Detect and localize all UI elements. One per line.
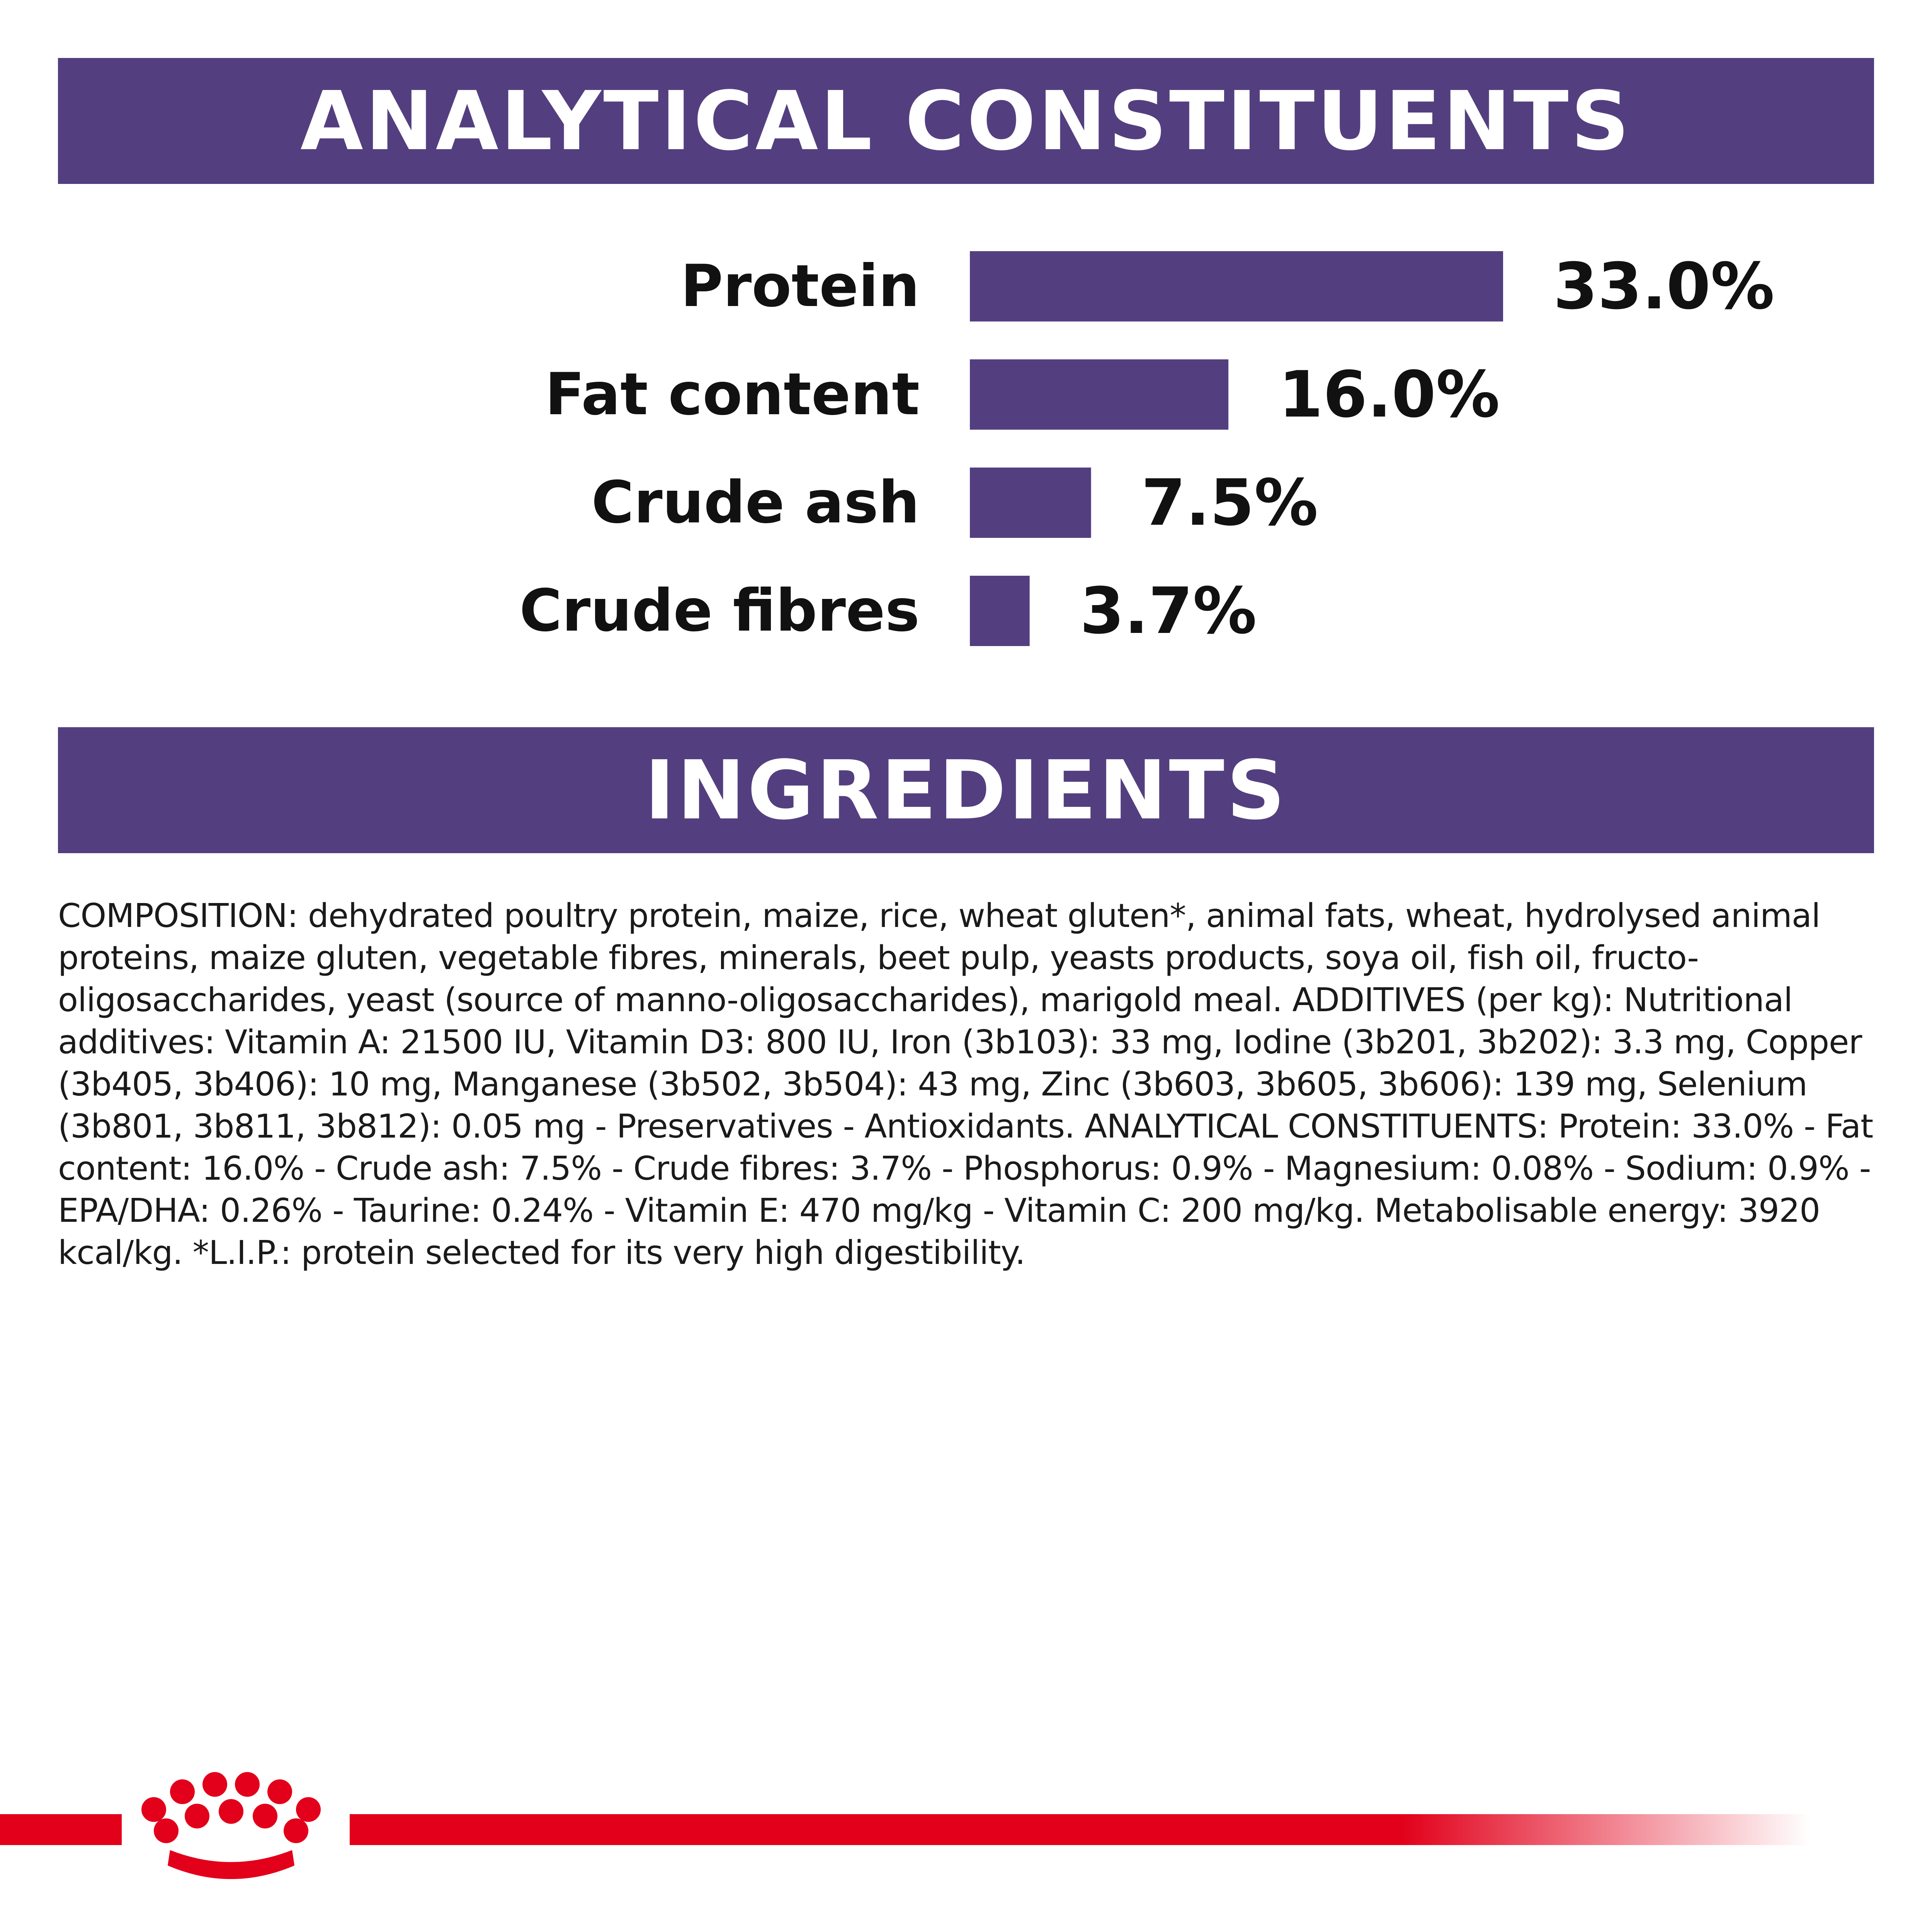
bar-crude-ash [970,468,1091,538]
value-label-crude-ash: 7.5% [1141,466,1318,540]
category-label-crude-fibres: Crude fibres [519,577,920,645]
category-label-protein: Protein [680,253,920,320]
brand-stripe-left [0,1814,122,1845]
analytical-constituents-chart [0,232,1932,672]
value-label-crude-fibres: 3.7% [1080,574,1257,648]
analytical-constituents-title: ANALYTICAL CONSTITUENTS [300,73,1632,168]
value-label-fat-content: 16.0% [1279,357,1500,432]
category-label-fat-content: Fat content [545,361,920,428]
ingredients-title: INGREDIENTS [645,743,1287,838]
brand-stripe-right [350,1814,1810,1845]
category-label-crude-ash: Crude ash [591,469,920,536]
analytical-constituents-banner [58,58,1874,184]
bar-crude-fibres [970,576,1030,646]
ingredients-composition-text: COMPOSITION: dehydrated poultry protein, maize, rice, wheat gluten*, animal fats, wheat, hydrolysed animal proteins, maize gluten, vegetable fibres, minerals, beet pulp, yeasts products, soya oil, fish oil, fructo-oligosaccharides, yeast (source of manno-oligosaccharides), marigold meal. ADDITIVES (per kg): Nutritional additives: Vitamin A: 21500 IU, Vitamin D3: 800 IU, Iron (3b103): 33 mg, Iodine (3b201, 3b202): 3.3 mg, Copper (3b405, 3b406): 10 mg, Manganese (3b502, 3b504): 43 mg, Zinc (3b603, 3b605, 3b606): 139 mg, Selenium (3b801, 3b811, 3b812): 0.05 mg - Preservatives - Antioxidants. ANALYTICAL CONSTITUENTS: Protein: 33.0% - Fat content: 16.0% - Crude ash: 7.5% - Crude fibres: 3.7% - Phosphorus: 0.9% - Magnesium: 0.08% - Sodium: 0.9% - EPA/DHA: 0.26% - Taurine: 0.24% - Vitamin E: 470 mg/kg - Vitamin C: 200 mg/kg. Metabolisable energy: 3920 kcal/kg. *L.I.P.: protein selected for its very high digestibility. [58,897,1873,1272]
brand-footer [0,1762,1932,1886]
value-label-protein: 33.0% [1553,249,1775,323]
bar-protein [970,251,1503,321]
ingredients-banner [58,727,1874,853]
crown-icon [141,1772,321,1879]
bar-fat-content [970,359,1228,430]
